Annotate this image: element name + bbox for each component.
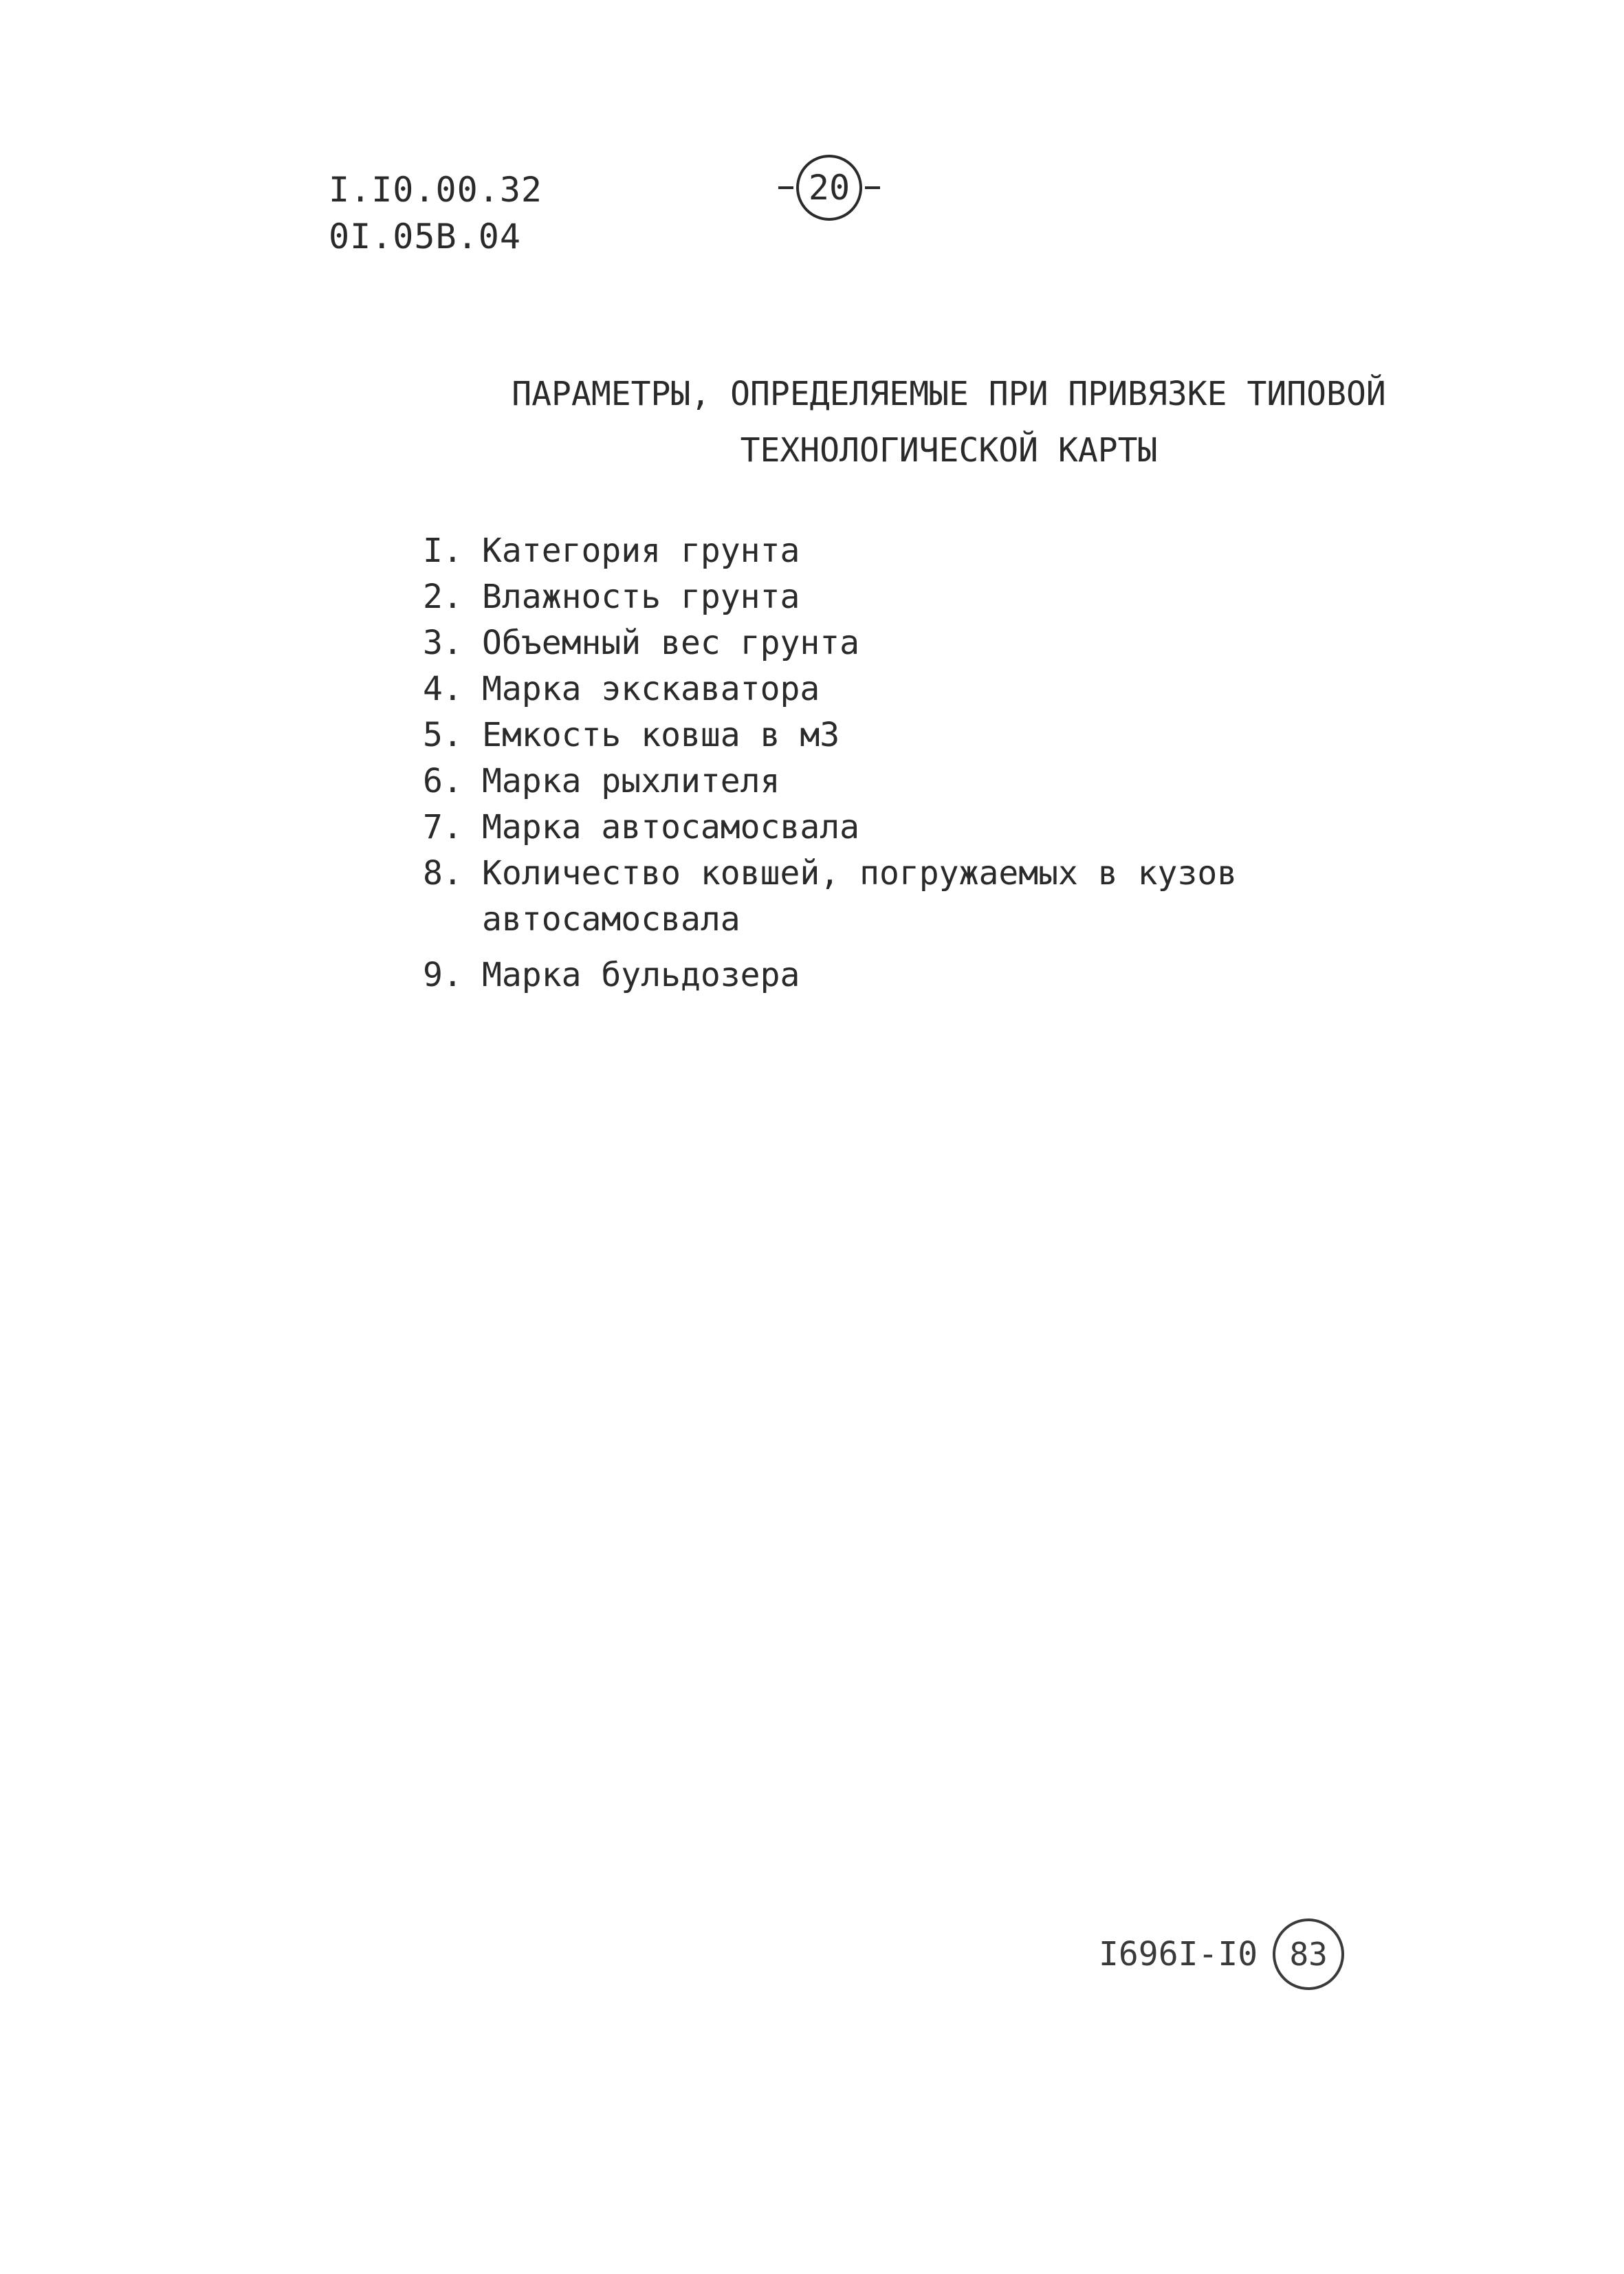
sheet-number-circle [1273,1918,1344,1990]
list-item-number: 8. [423,854,463,893]
list-item-number: 7. [423,808,463,846]
page-number-dash-right [865,186,880,189]
document-code [329,166,542,260]
page-number-circle [796,155,862,221]
list-item [423,952,1237,998]
list-item-number: 6. [423,762,463,800]
list-item [423,805,1237,851]
list-item-text: Марка бульдозера [482,956,800,994]
list-item [423,712,1237,758]
list-item [423,758,1237,805]
list-item-number: 4. [423,670,463,708]
list-item [423,528,1237,574]
page-number-dash-left [778,186,793,189]
list-item [423,666,1237,712]
sheet-number: 83 [1289,1936,1328,1973]
section-heading-line-1: ПАРАМЕТРЫ, ОПРЕДЕЛЯЕМЫЕ ПРИ ПРИВЯЗКЕ ТИПОВОЙ [512,375,1386,413]
list-item-number: 3. [423,624,463,662]
list-item [423,574,1237,620]
list-item-number: 9. [423,956,463,994]
section-heading [413,366,1485,479]
list-item [423,620,1237,666]
list-item-text: Емкость ковша в м3 [482,716,840,754]
document-code-line-2: 0I.05B.04 [329,217,521,256]
footer-mark [1099,1918,1344,1990]
list-item-number: 5. [423,716,463,754]
list-item-text: Категория грунта [482,532,800,570]
list-item-text: Влажность грунта [482,578,800,616]
list-item-number: I. [423,532,463,570]
footer-document-number: I696I-I0 [1099,1935,1258,1974]
section-heading-line-2: ТЕХНОЛОГИЧЕСКОЙ КАРТЫ [740,431,1158,470]
list-item [423,851,1237,943]
list-item-text: Марка автосамосвала [482,808,860,846]
document-code-line-1: I.I0.00.32 [329,170,543,210]
list-item-text: Марка рыхлителя [482,762,780,800]
page-number-mark [776,150,883,226]
list-item-text: Количество ковшей, погружаемых в кузов автосамосвала [482,854,1238,939]
parameter-list [423,528,1237,998]
page-number: 20 [808,168,851,208]
list-item-text: Объемный вес грунта [482,624,860,662]
list-item-text: Марка экскаватора [482,670,820,708]
list-item-number: 2. [423,578,463,616]
